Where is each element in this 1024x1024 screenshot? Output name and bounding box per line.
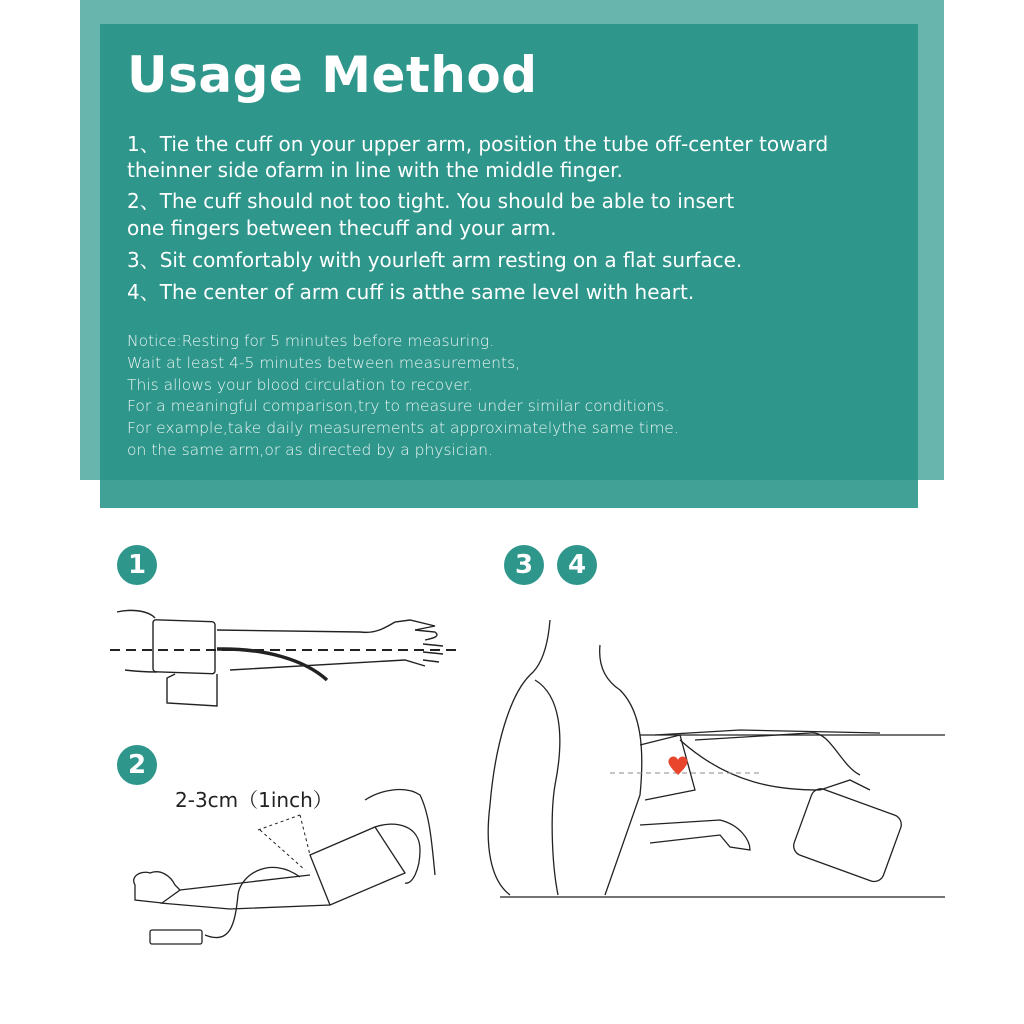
notice-line: Wait at least 4-5 minutes between measurements,: [127, 353, 521, 372]
panel-bottom-strip: [100, 480, 918, 508]
notice-line: on the same arm,or as directed by a physician.: [127, 440, 493, 459]
step-3: 3、Sit comfortably with yourleft arm resting on a flat surface.: [127, 248, 743, 272]
step-2-line-2: one fingers between thecuff and your arm.: [127, 216, 557, 240]
bent-arm-illustration: [120, 785, 450, 950]
step-badge-1: 1: [117, 545, 157, 585]
step-badge-4: 4: [557, 545, 597, 585]
notice-line: This allows your blood circulation to recover.: [127, 375, 473, 394]
arm-cuff-illustration: [105, 600, 465, 715]
step-2-line-1: 2、The cuff should not too tight. You should be able to insert: [127, 189, 735, 213]
step-1-line-1: 1、Tie the cuff on your upper arm, position the tube off-center toward: [127, 132, 829, 156]
heart-icon: [668, 757, 687, 775]
step-4: 4、The center of arm cuff is atthe same level with heart.: [127, 280, 695, 304]
seated-measurement-illustration: [480, 615, 950, 905]
step-badge-3: 3: [504, 545, 544, 585]
notice-line: For a meaningful comparison,try to measure under similar conditions.: [127, 397, 670, 416]
notice-block: [127, 331, 679, 462]
measurement-label: 2-3cm（1inch）: [175, 788, 333, 812]
step-1-line-2: theinner side ofarm in line with the middle finger.: [127, 158, 623, 182]
notice-line: Notice:Resting for 5 minutes before measuring.: [127, 332, 495, 350]
notice-line: For example,take daily measurements at approximatelythe same time.: [127, 419, 679, 438]
page-title: Usage Method: [127, 46, 538, 104]
step-badge-2: 2: [117, 745, 157, 785]
